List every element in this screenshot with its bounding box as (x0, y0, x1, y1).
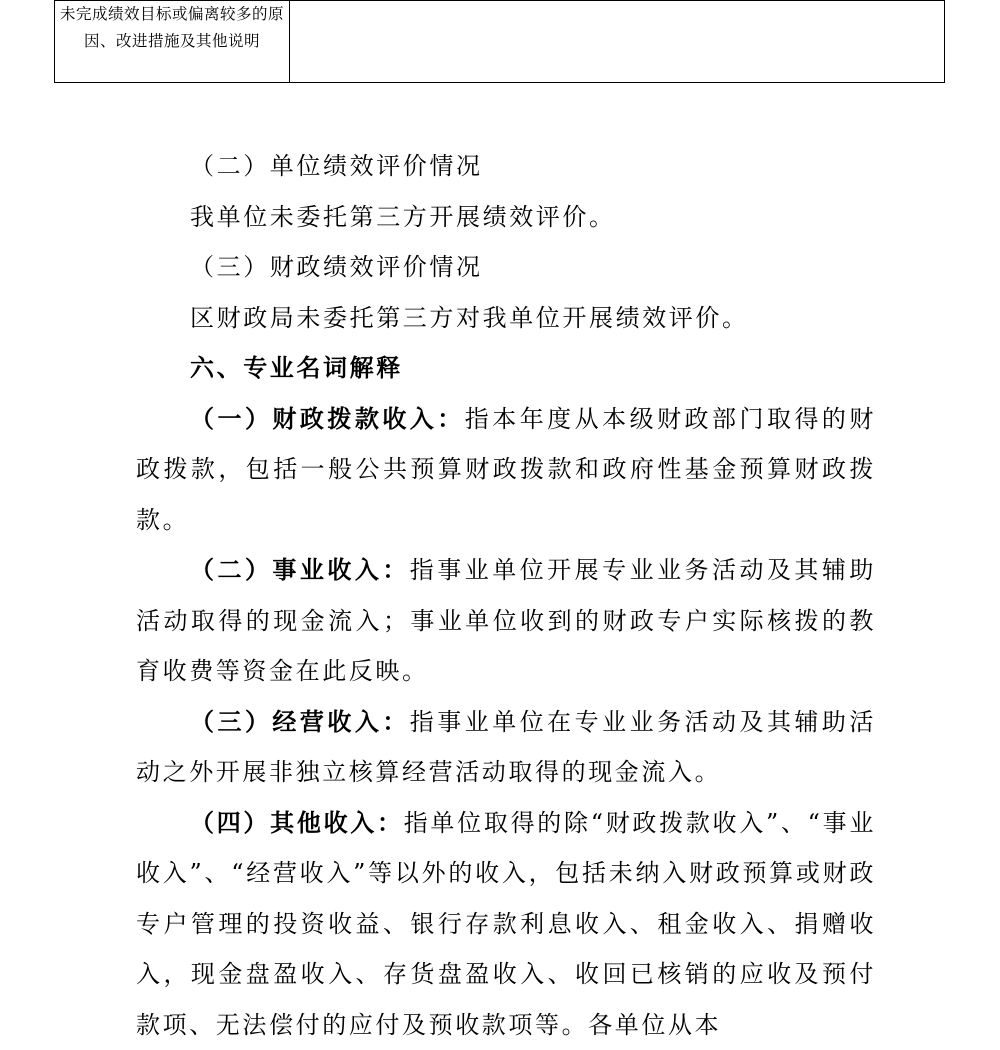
section-heading-finance-evaluation: （三）财政绩效评价情况 (136, 242, 876, 293)
glossary-term: （二）事业收入： (190, 555, 410, 584)
glossary-item-other-income (136, 798, 876, 1050)
table-value-cell (290, 1, 944, 82)
document-body (136, 141, 876, 1050)
glossary-term: （一）财政拨款收入： (190, 404, 465, 433)
glossary-definition: 指事业单位开展专业业务活动及其辅助活动取得的现金流入；事业单位收到的财政专户实际核拨的教育收费等资金在此反映。 (136, 556, 876, 685)
glossary-item-fiscal-appropriation (136, 394, 876, 546)
section-heading-unit-evaluation: （二）单位绩效评价情况 (136, 141, 876, 192)
explanation-table (54, 0, 945, 83)
glossary-term: （四）其他收入： (190, 808, 404, 837)
section-heading-glossary: 六、专业名词解释 (136, 343, 876, 394)
glossary-term: （三）经营收入： (190, 707, 410, 736)
section-body-unit-evaluation: 我单位未委托第三方开展绩效评价。 (136, 192, 876, 243)
section-body-finance-evaluation: 区财政局未委托第三方对我单位开展绩效评价。 (136, 293, 876, 344)
glossary-definition: 指单位取得的除“财政拨款收入”、“事业收入”、“经营收入”等以外的收入，包括未纳入财政预算或财政专户管理的投资收益、银行存款利息收入、租金收入、捐赠收入，现金盘盈收入、存货盘盈收入、收回已核销的应收及预付款项、无法偿付的应付及预收款项等。各单位从本 (136, 809, 876, 1039)
glossary-item-business-income (136, 545, 876, 697)
glossary-definition: 指事业单位在专业业务活动及其辅助活动之外开展非独立核算经营活动取得的现金流入。 (136, 708, 876, 787)
glossary-definition: 指本年度从本级财政部门取得的财政拨款，包括一般公共预算财政拨款和政府性基金预算财政拨款。 (136, 405, 876, 534)
glossary-item-operating-income (136, 697, 876, 798)
table-label-cell: 未完成绩效目标或偏离较多的原因、改进措施及其他说明 (55, 1, 290, 82)
